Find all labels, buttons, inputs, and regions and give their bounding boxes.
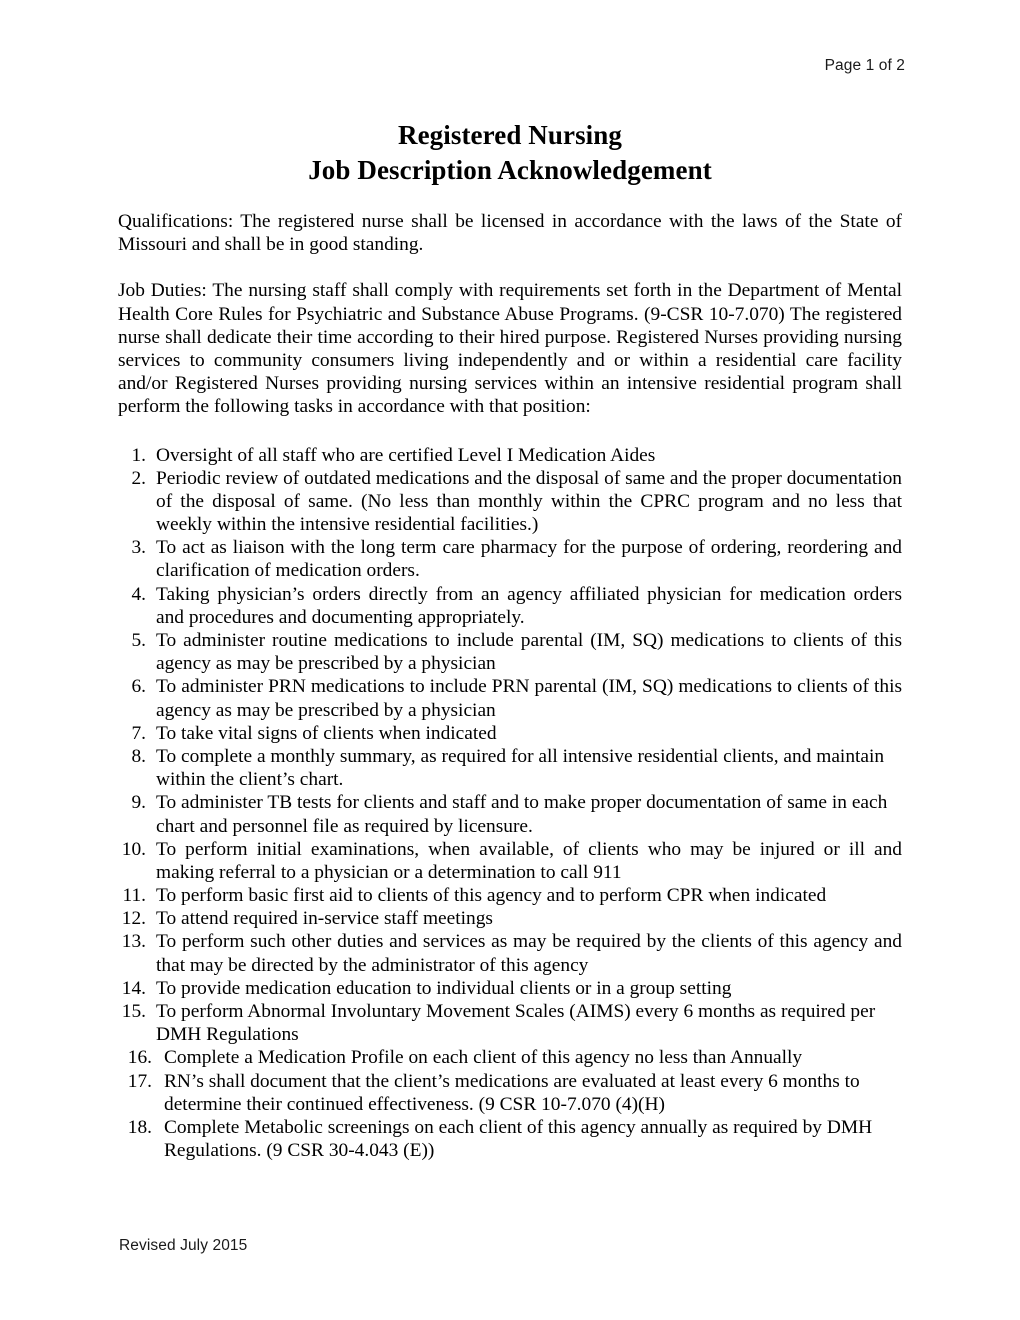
duty-item-text: To provide medication education to individual clients or in a group setting <box>156 977 732 999</box>
duty-item-number: 17. <box>127 1070 152 1092</box>
duty-item-number: 16. <box>127 1047 152 1069</box>
duty-item-text: Complete a Medication Profile on each client of this agency no less than Annually <box>164 1047 803 1069</box>
title-line-2: Job Description Acknowledgement <box>308 155 712 186</box>
duty-item-number: 1. <box>131 444 146 466</box>
job-duties-paragraph: Job Duties: The nursing staff shall comply with requirements set forth in the Department of Mental Health Core Rules for Psychiatric and Substance Abuse Programs. (9-CSR 10-7.070) The registered nurse shall dedicate their time according to their hired purpose. Registered Nurses providing nursing services to community consumers living independently and or within a residential care facility and/or Registered Nurses providing nursing services within an intensive residential program shall perform the following tasks in accordance with that position: <box>118 280 902 418</box>
duty-item-number: 3. <box>131 537 146 559</box>
duty-item-text: Periodic review of outdated medications and the disposal of same and the proper documentation of the disposal of same. (No less than monthly within the CPRC program and no less that weekly within the intensive residential facilities.) <box>156 467 902 536</box>
duty-list-item <box>118 1000 902 1046</box>
qualifications-paragraph: Qualifications: The registered nurse shall be licensed in accordance with the laws of the State of Missouri and shall be in good standing. <box>118 211 902 256</box>
duty-list-item <box>118 1070 902 1116</box>
duty-item-text: To complete a monthly summary, as required for all intensive residential clients, and maintain within the client’s chart. <box>156 745 885 791</box>
duty-item-number: 11. <box>122 885 146 907</box>
duty-item-text: To perform such other duties and services as may be required by the clients of this agency and that may be directed by the administrator of this agency <box>156 931 902 976</box>
duties-list <box>118 444 902 1163</box>
duty-item-text: RN’s shall document that the client’s medications are evaluated at least every 6 months to determine their continued effectiveness. (9 CSR 10-7.070 (4)(H) <box>164 1070 860 1115</box>
duty-item-number: 4. <box>131 583 146 605</box>
duty-item-text: Oversight of all staff who are certified Level I Medication Aides <box>156 444 656 466</box>
duty-list-item <box>118 1046 902 1069</box>
duty-item-number: 9. <box>131 792 146 814</box>
duty-list-item <box>118 838 902 884</box>
duty-item-number: 15. <box>121 1001 146 1022</box>
duty-list-item <box>118 467 902 537</box>
duty-item-number: 7. <box>131 722 146 744</box>
duty-item-number: 5. <box>131 630 146 651</box>
duty-item-number: 13. <box>121 931 146 953</box>
duty-item-text: Complete Metabolic screenings on each client of this agency annually as required by DMH Regulations. (9 CSR 30-4.043 (E)) <box>164 1116 873 1162</box>
duty-item-number: 6. <box>131 676 146 698</box>
revision-footer: Revised July 2015 <box>119 1237 248 1254</box>
duty-list-item <box>118 907 902 930</box>
duty-item-text: To administer routine medications to include parental (IM, SQ) medications to clients of this agency as may be prescribed by a physician <box>156 630 902 675</box>
duty-list-item <box>118 444 902 467</box>
page-title <box>118 118 902 188</box>
duty-item-number: 8. <box>131 745 146 767</box>
duty-item-text: To act as liaison with the long term care pharmacy for the purpose of ordering, reordering and clarification of medication orders. <box>156 537 902 582</box>
duty-list-item <box>118 745 902 791</box>
duty-item-text: Taking physician’s orders directly from an agency affiliated physician for medication orders and procedures and documenting appropriately. <box>156 583 902 628</box>
duty-item-number: 12. <box>121 908 146 930</box>
duty-item-text: To attend required in-service staff meetings <box>156 908 493 930</box>
duty-list-item <box>118 977 902 1000</box>
duty-list-item <box>118 629 902 675</box>
duty-list-item <box>118 1116 902 1162</box>
duty-item-text: To administer TB tests for clients and staff and to make proper documentation of same in each chart and personnel file as required by licensure. <box>156 792 888 837</box>
duty-list-item <box>118 675 902 721</box>
duty-item-text: To perform Abnormal Involuntary Movement Scales (AIMS) every 6 months as required per DMH Regulations <box>156 1001 876 1046</box>
duty-list-item <box>118 583 902 629</box>
duty-list-item <box>118 536 902 582</box>
duty-item-text: To administer PRN medications to include PRN parental (IM, SQ) medications to clients of this agency as may be prescribed by a physician <box>156 676 902 721</box>
duty-item-number: 14. <box>121 977 146 999</box>
duty-list-item <box>118 791 902 837</box>
duty-item-number: 2. <box>131 467 146 489</box>
duty-item-text: To take vital signs of clients when indicated <box>156 722 497 744</box>
document-body <box>118 210 902 1162</box>
duty-item-number: 18. <box>127 1116 152 1138</box>
duty-item-text: To perform basic first aid to clients of this agency and to perform CPR when indicated <box>156 885 827 907</box>
page-number-header: Page 1 of 2 <box>824 57 905 74</box>
duty-item-number: 10. <box>121 838 146 860</box>
title-line-1: Registered Nursing <box>397 120 623 150</box>
duty-list-item <box>118 722 902 745</box>
duty-item-text: To perform initial examinations, when available, of clients who may be injured or ill and making referral to a physician or a determination to call 911 <box>156 838 902 883</box>
duty-list-item <box>118 930 902 976</box>
duty-list-item <box>118 884 902 907</box>
